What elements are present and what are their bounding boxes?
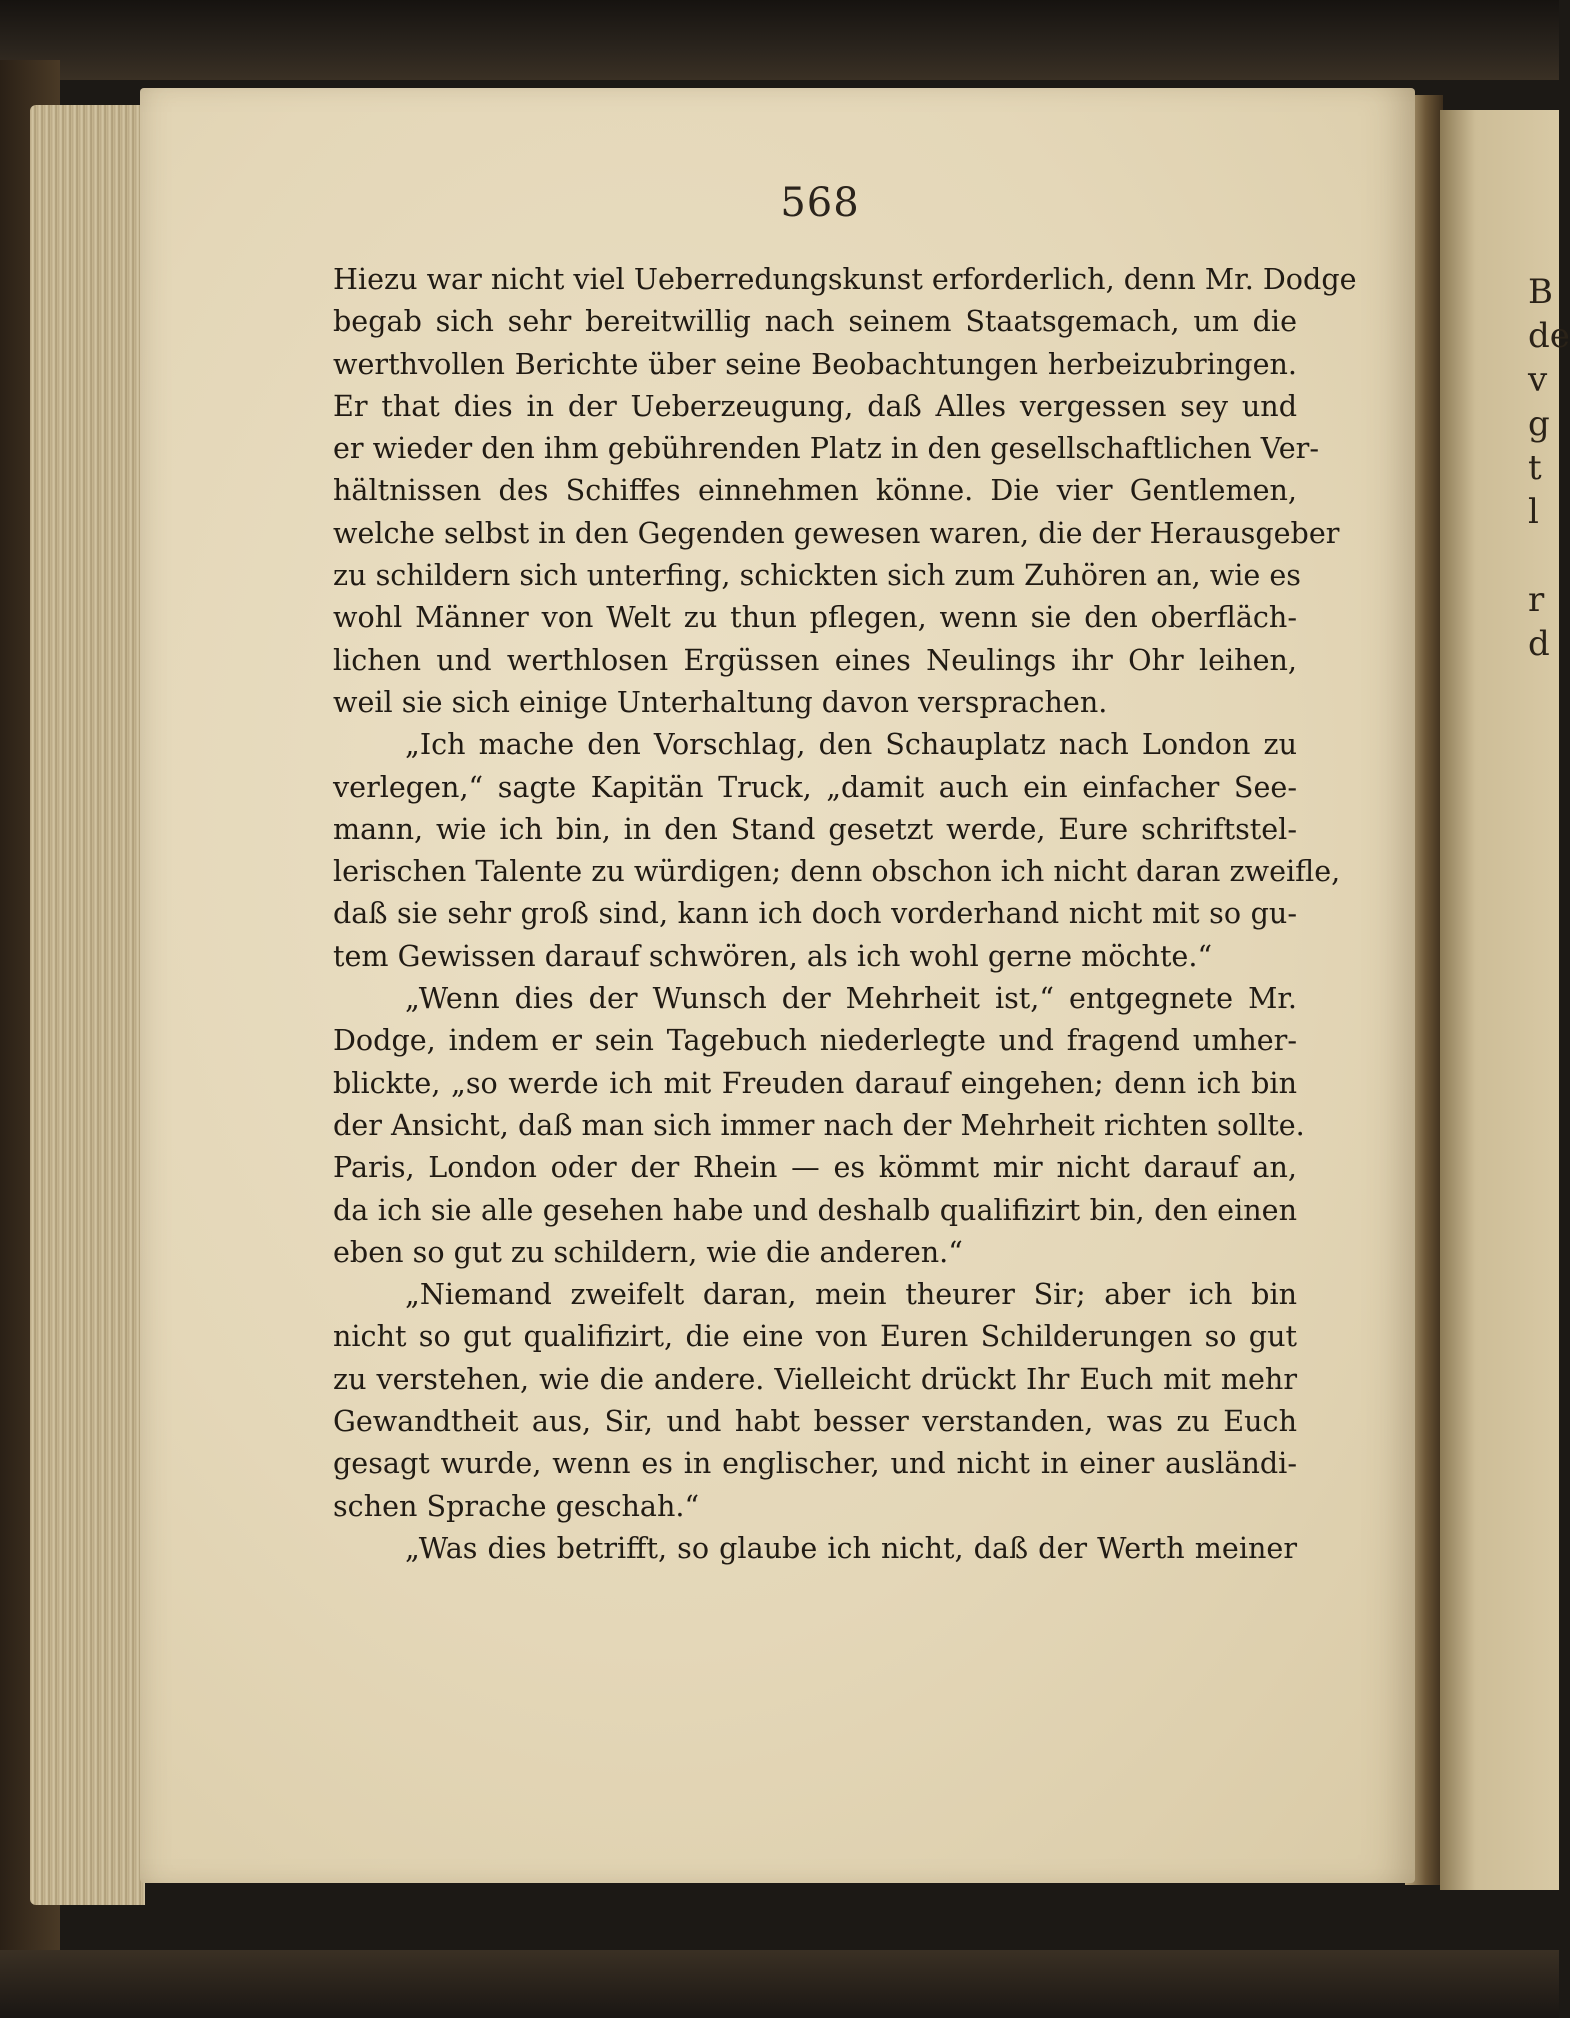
text-line: zu verstehen, wie die andere. Vielleicht drückt Ihr Euch mit mehr [333,1361,1297,1396]
text-line: begab sich sehr bereitwillig nach seinem Staatsgemach, um die [333,304,1297,339]
book-cover-bottom [0,1950,1559,2018]
text-line: Gewandtheit aus, Sir, und habt besser verstanden, was zu Euch [333,1404,1297,1439]
text-line: „Wenn dies der Wunsch der Mehrheit ist,“ entgegnete Mr. [405,981,1297,1016]
facing-page-text [1528,270,1570,666]
text-line: Er that dies in der Ueberzeugung, daß Alles vergessen sey und [333,388,1297,423]
text-line: nicht so gut qualifizirt, die eine von Euren Schilderungen so gut [333,1319,1297,1354]
text-line: mann, wie ich bin, in den Stand gesetzt werde, Eure schriftstel- [333,811,1297,846]
text-line: eben so gut zu schildern, wie die anderen.“ [333,1234,963,1269]
page-body-text [333,258,1357,1569]
text-line: lichen und werthlosen Ergüssen eines Neulings ihr Ohr leihen, [333,642,1297,677]
text-line: blickte, „so werde ich mit Freuden darauf eingehen; denn ich bin [333,1065,1297,1100]
text-line: tem Gewissen darauf schwören, als ich wohl gerne möchte.“ [333,938,1213,973]
facing-page-letters: l [1528,492,1539,532]
text-line: Hiezu war nicht viel Ueberredungskunst erforderlich, denn Mr. Dodge [333,262,1357,296]
text-line: Paris, London oder der Rhein — es kömmt mir nicht darauf an, [333,1150,1297,1185]
page-edges [30,105,145,1905]
facing-page-letters: d [1528,624,1550,664]
text-line: lerischen Talente zu würdigen; denn obschon ich nicht daran zweifle, [333,854,1341,889]
text-line: da ich sie alle gesehen habe und deshalb qualifizirt bin, den einen [333,1192,1297,1227]
text-line: wohl Männer von Welt zu thun pflegen, wenn sie den oberfläch- [333,600,1297,635]
text-line: „Ich mache den Vorschlag, den Schauplatz nach London zu [405,727,1297,762]
facing-page-letters [1528,534,1559,578]
text-line: verlegen,“ sagte Kapitän Truck, „damit auch ein einfacher See- [333,769,1297,804]
text-line: „Was dies betrifft, so glaube ich nicht, daß der Werth meiner [405,1530,1297,1565]
text-line: welche selbst in den Gegenden gewesen waren, die der Herausgeber [333,515,1340,550]
facing-page-letters: r [1528,580,1545,620]
text-line: Dodge, indem er sein Tagebuch niederlegte und fragend umher- [333,1023,1297,1058]
text-line: zu schildern sich unterfing, schickten sich zum Zuhören an, wie es [333,558,1301,593]
facing-page-letters: v [1528,360,1548,400]
text-line: hältnissen des Schiffes einnehmen könne. Die vier Gentlemen, [333,473,1297,508]
text-line: der Ansicht, daß man sich immer nach der Mehrheit richten sollte. [333,1107,1305,1142]
text-line: werthvollen Berichte über seine Beobachtungen herbeizubringen. [333,346,1297,381]
facing-page-letters: de [1528,316,1570,356]
page-number: 568 [780,180,860,226]
text-line: er wieder den ihm gebührenden Platz in den gesellschaftlichen Ver- [333,431,1320,466]
text-line: daß sie sehr groß sind, kann ich doch vorderhand nicht mit so gu- [333,896,1297,931]
text-line: schen Sprache geschah.“ [333,1488,700,1523]
text-line: „Niemand zweifelt daran, mein theurer Sir; aber ich bin [405,1277,1297,1312]
text-line: gesagt wurde, wenn es in englischer, und nicht in einer ausländi- [333,1446,1297,1481]
facing-page-letters: B [1528,272,1553,312]
book-cover-top [0,0,1559,80]
facing-page-letters: g [1528,404,1550,444]
facing-page-letters: t [1528,448,1542,488]
text-line: weil sie sich einige Unterhaltung davon versprachen. [333,684,1108,719]
